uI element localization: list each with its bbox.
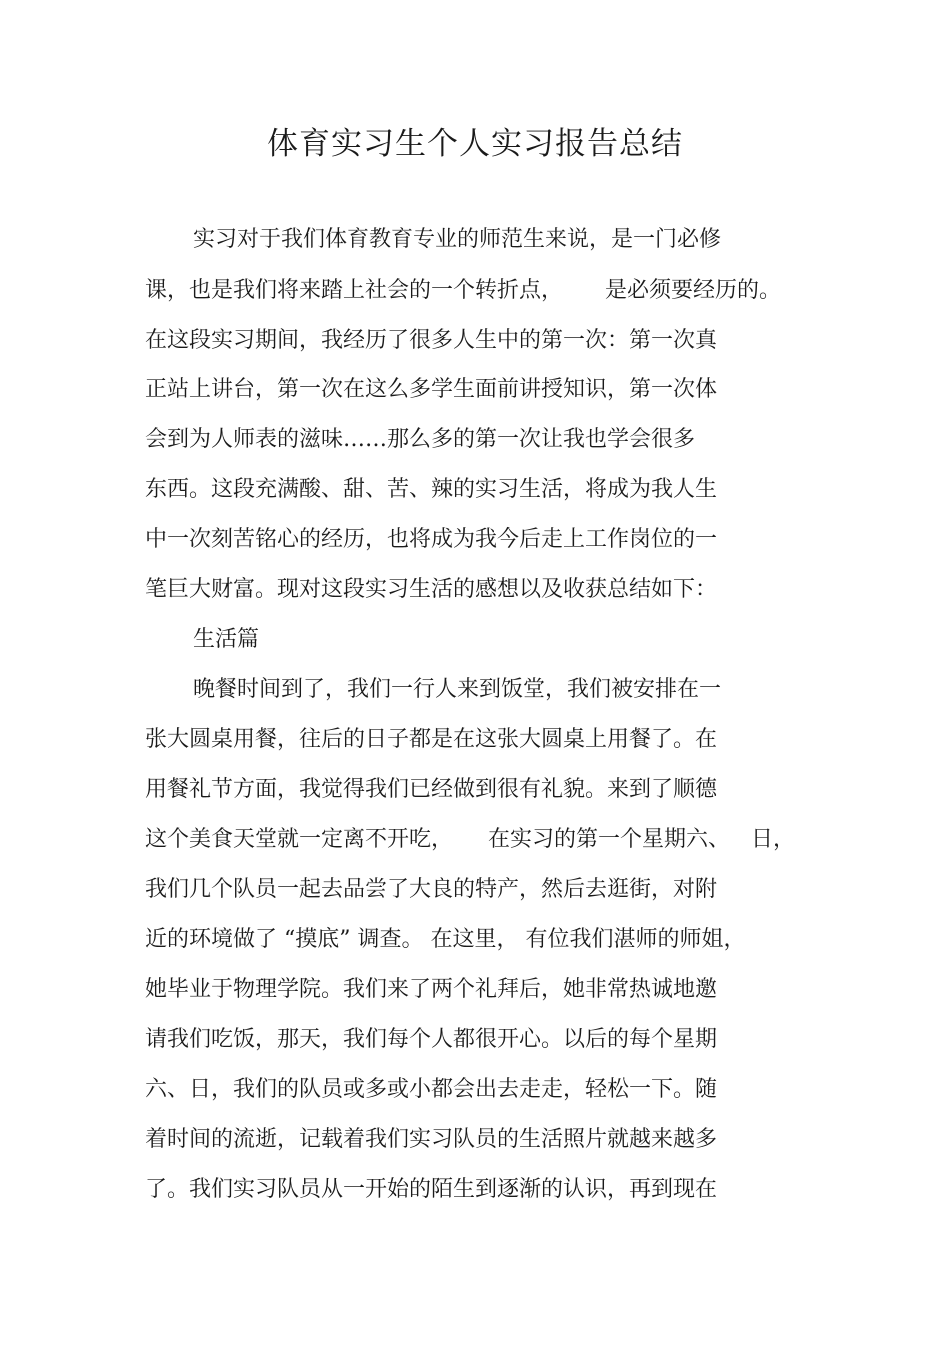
paragraph-line: 东西。这段充满酸、甜、苦、辣的实习生活，将成为我人生	[145, 477, 718, 502]
paragraph-line: 用餐礼节方面，我觉得我们已经做到很有礼貌。来到了顺德	[145, 777, 718, 802]
paragraph-line: 在这段实习期间，我经历了很多人生中的第一次：第一次真	[145, 328, 718, 353]
paragraph-line: 六、日，我们的队员或多或小都会出去走走，轻松一下。随	[145, 1077, 718, 1102]
paragraph-line: 实习对于我们体育教育专业的师范生来说，是一门必修	[193, 227, 722, 252]
document-title: 体育实习生个人实习报告总结	[267, 126, 683, 162]
paragraph-line: 张大圆桌用餐，往后的日子都是在这张大圆桌上用餐了。在	[145, 727, 718, 752]
paragraph-line: 正站上讲台，第一次在这么多学生面前讲授知识，第一次体	[145, 377, 718, 402]
paragraph-line: 近的环境做了 “摸底” 调查。 在这里， 有位我们湛师的师姐，	[145, 927, 746, 952]
paragraph-line: 了。我们实习队员从一开始的陌生到逐渐的认识，再到现在	[145, 1177, 718, 1202]
paragraph-line: 请我们吃饭，那天，我们每个人都很开心。以后的每个星期	[145, 1027, 718, 1052]
paragraph-line: 笔巨大财富。现对这段实习生活的感想以及收获总结如下：	[145, 577, 718, 602]
paragraph-line: 她毕业于物理学院。我们来了两个礼拜后，她非常热诚地邀	[145, 977, 718, 1002]
paragraph-line: 着时间的流逝，记载着我们实习队员的生活照片就越来越多	[145, 1127, 718, 1152]
paragraph-line: 会到为人师表的滋味……那么多的第一次让我也学会很多	[145, 427, 696, 452]
section-heading: 生活篇	[193, 627, 260, 652]
paragraph-line: 中一次刻苦铭心的经历，也将成为我今后走上工作岗位的一	[145, 527, 718, 552]
paragraph-line: 晚餐时间到了，我们一行人来到饭堂，我们被安排在一	[193, 677, 722, 702]
paragraph-line: 课，也是我们将来踏上社会的一个转折点， 是必须要经历的。	[145, 278, 781, 303]
paragraph-line: 这个美食天堂就一定离不开吃， 在实习的第一个星期六、 日，	[145, 827, 795, 852]
paragraph-line: 我们几个队员一起去品尝了大良的特产，然后去逛街，对附	[145, 877, 718, 902]
